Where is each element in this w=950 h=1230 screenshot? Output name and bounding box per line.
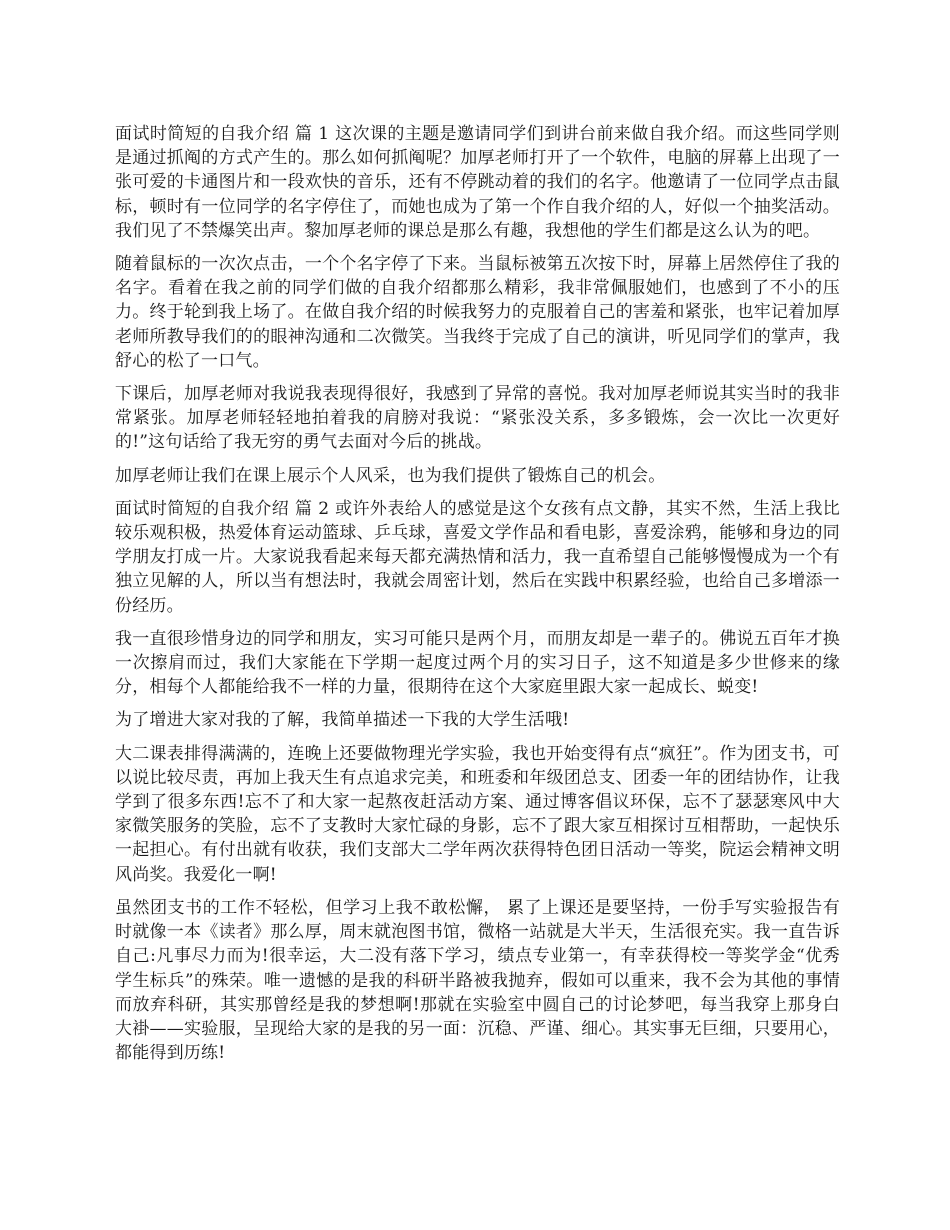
document-page: [115, 122, 840, 1074]
paragraph-3: 下课后，加厚老师对我说我表现得很好，我感到了异常的喜悦。我对加厚老师说其实当时的我非常紧张。加厚老师轻轻地拍着我的肩膀对我说：“紧张没关系，多多锻炼，会一次比一次更好的!”这句话给了我无穷的勇气去面对今后的挑战。: [115, 384, 840, 453]
paragraph-1: 面试时简短的自我介绍 篇 1 这次课的主题是邀请同学们到讲台前来做自我介绍。而这些同学则是通过抓阄的方式产生的。那么如何抓阄呢？加厚老师打开了一个软件，电脑的屏幕上出现了一张可爱的卡通图片和一段欢快的音乐，还有不停跳动着的我们的名字。他邀请了一位同学点击鼠标，顿时有一位同学的名字停住了，而她也成为了第一个作自我介绍的人，好似一个抽奖活动。我们见了不禁爆笑出声。黎加厚老师的课总是那么有趣，我想他的学生们都是这么认为的吧。: [115, 124, 840, 241]
paragraph-6: 我一直很珍惜身边的同学和朋友，实习可能只是两个月，而朋友却是一辈子的。佛说五百年才换一次擦肩而过，我们大家能在下学期一起度过两个月的实习日子，这不知道是多少世修来的缘分，相每个人都能给我不一样的力量，很期待在这个大家庭里跟大家一起成长、蜕变!: [115, 628, 840, 698]
paragraph-4: 加厚老师让我们在课上展示个人风采，也为我们提供了锻炼自己的机会。: [115, 465, 666, 486]
paragraph-5: 面试时简短的自我介绍 篇 2 或许外表给人的感觉是这个女孩有点文静，其实不然，生活上我比较乐观积极，热爱体育运动篮球、乒乓球，喜爱文学作品和看电影，喜爱涂鸦，能够和身边的同学朋友打成一片。大家说我看起来每天都充满热情和活力，我一直希望自己能够慢慢成为一个有独立见解的人，所以当有想法时，我就会周密计划，然后在实践中积累经验，也给自己多增添一份经历。: [115, 498, 840, 616]
paragraph-2: 随着鼠标的一次次点击，一个个名字停了下来。当鼠标被第五次按下时，屏幕上居然停住了我的名字。看着在我之前的同学们做的自我介绍都那么精彩，我非常佩服她们，也感到了不小的压力。终于轮到我上场了。在做自我介绍的时候我努力的克服着自己的害羞和紧张，也牢记着加厚老师所教导我们的的眼神沟通和二次微笑。当我终于完成了自己的演讲，听见同学们的掌声，我舒心的松了一口气。: [115, 254, 840, 371]
paragraph-7: 为了增进大家对我的了解，我简单描述一下我的大学生活哦!: [115, 710, 570, 731]
paragraph-8: 大二课表排得满满的，连晚上还要做物理光学实验，我也开始变得有点“疯狂”。作为团支书，可以说比较尽责，再加上我天生有点追求完美，和班委和年级团总支、团委一年的团结协作，让我学到了很多东西!忘不了和大家一起熬夜赶活动方案、通过博客倡议环保，忘不了瑟瑟寒风中大家微笑服务的笑脸，忘不了支教时大家忙碌的身影，忘不了跟大家互相探讨互相帮助，一起快乐一起担心。有付出就有收获，我们支部大二学年两次获得特色团日活动一等奖，院运会精神文明风尚奖。我爱化一啊!: [115, 743, 840, 885]
paragraph-9: 虽然团支书的工作不轻松，但学习上我不敢松懈， 累了上课还是要坚持，一份手写实验报告有时就像一本《读者》那么厚，周末就泡图书馆，微格一站就是大半天，生活很充实。我一直告诉自己:凡事尽力而为!很幸运，大二没有落下学习，绩点专业第一，有幸获得校一等奖学金“优秀学生标兵”的殊荣。唯一遗憾的是我的科研半路被我抛弃，假如可以重来，我不会为其他的事情而放弃科研，其实那曾经是我的梦想啊!那就在实验室中圆自己的讨论梦吧，每当我穿上那身白大褂——实验服，呈现给大家的是我的另一面：沉稳、严谨、细心。其实事无巨细，只要用心，都能得到历练!: [115, 897, 840, 1064]
